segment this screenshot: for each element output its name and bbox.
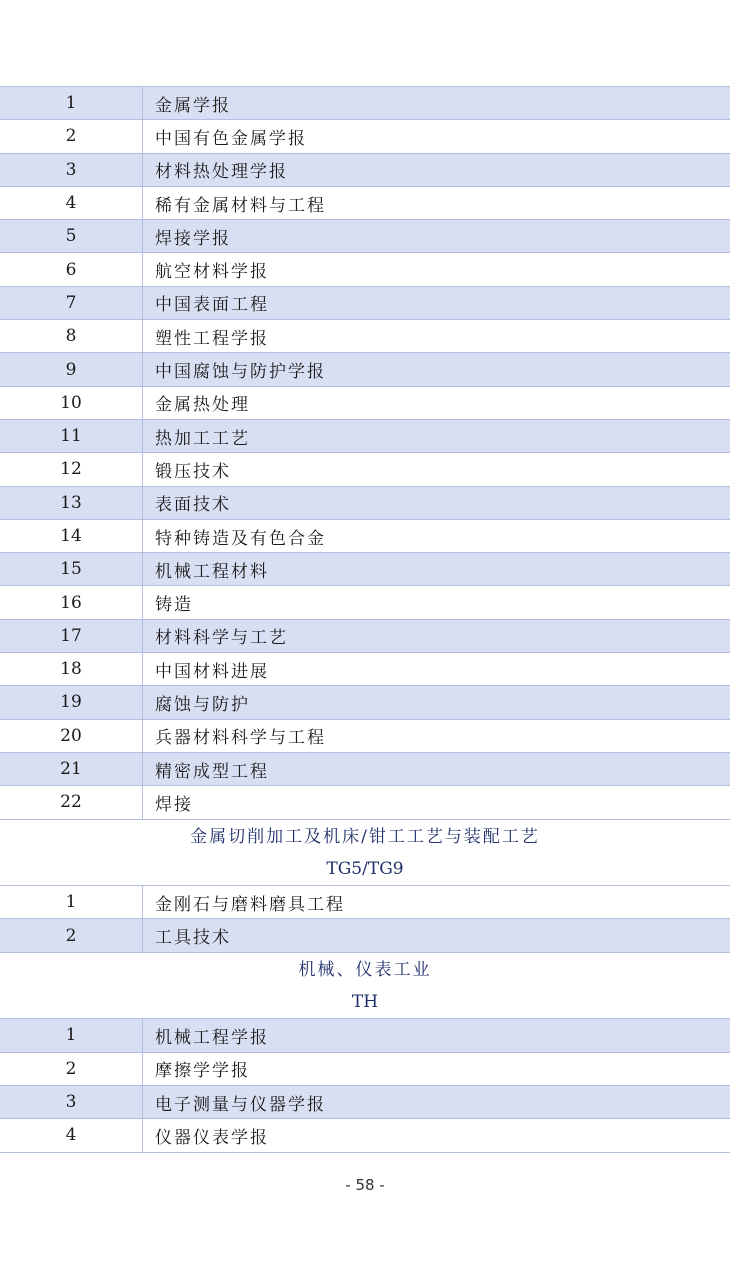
row-number: 2 — [0, 919, 143, 951]
table-row — [0, 153, 730, 186]
row-number: 1 — [0, 886, 143, 918]
table-group-tg — [0, 86, 730, 819]
journal-name: 仪器仪表学报 — [155, 1127, 269, 1148]
row-number: 3 — [0, 1086, 143, 1118]
row-number: 9 — [0, 353, 143, 385]
table-row — [0, 885, 730, 918]
table-row — [0, 86, 730, 119]
row-number: 12 — [0, 453, 143, 485]
journal-name: 摩擦学学报 — [155, 1061, 250, 1082]
journal-name: 工具技术 — [155, 928, 231, 949]
table-row — [0, 918, 730, 951]
journal-name: 兵器材料科学与工程 — [155, 728, 326, 749]
section-title: 金属切削加工及机床/钳工工艺与装配工艺 — [190, 826, 540, 847]
row-number: 4 — [0, 1119, 143, 1151]
row-number: 21 — [0, 753, 143, 785]
table-row — [0, 386, 730, 419]
table-row — [0, 1018, 730, 1051]
journal-name: 电子测量与仪器学报 — [155, 1094, 326, 1115]
table-row — [0, 1118, 730, 1151]
table-row — [0, 286, 730, 319]
table-row — [0, 319, 730, 352]
row-number: 8 — [0, 320, 143, 352]
row-number: 4 — [0, 187, 143, 219]
journal-name: 锻压技术 — [155, 461, 231, 482]
journal-name: 中国材料进展 — [155, 661, 269, 682]
journal-name: 热加工工艺 — [155, 428, 250, 449]
journal-name: 航空材料学报 — [155, 262, 269, 283]
row-number: 13 — [0, 487, 143, 519]
table-row — [0, 352, 730, 385]
journal-name: 材料科学与工艺 — [155, 628, 288, 649]
journal-name: 机械工程材料 — [155, 561, 269, 582]
table-row — [0, 252, 730, 285]
journal-name: 焊接 — [155, 794, 193, 815]
journal-name: 中国腐蚀与防护学报 — [155, 362, 326, 383]
row-number: 7 — [0, 287, 143, 319]
row-number: 15 — [0, 553, 143, 585]
journal-name: 表面技术 — [155, 495, 231, 516]
journal-name: 材料热处理学报 — [155, 162, 288, 183]
row-number: 2 — [0, 1053, 143, 1085]
row-number: 14 — [0, 520, 143, 552]
table-row — [0, 585, 730, 618]
table-row — [0, 452, 730, 485]
row-number: 10 — [0, 387, 143, 419]
table-row — [0, 785, 730, 818]
row-number: 5 — [0, 220, 143, 252]
table-row — [0, 1052, 730, 1085]
journal-name: 塑性工程学报 — [155, 328, 269, 349]
row-number: 1 — [0, 1019, 143, 1051]
journal-name: 焊接学报 — [155, 228, 231, 249]
section-code: TH — [351, 992, 379, 1013]
table-bottom-border — [0, 1152, 730, 1153]
row-number: 22 — [0, 786, 143, 818]
row-number: 20 — [0, 720, 143, 752]
journal-name: 金属热处理 — [155, 395, 250, 416]
section-code: TG5/TG9 — [326, 858, 404, 879]
row-number: 1 — [0, 87, 143, 119]
journal-name: 中国表面工程 — [155, 295, 269, 316]
journal-name: 精密成型工程 — [155, 761, 269, 782]
row-number: 16 — [0, 586, 143, 618]
row-number: 11 — [0, 420, 143, 452]
table-row — [0, 419, 730, 452]
section-header-tg5-tg9 — [0, 819, 730, 886]
row-number: 6 — [0, 253, 143, 285]
table-row — [0, 519, 730, 552]
table-row — [0, 119, 730, 152]
journal-table — [0, 86, 730, 1153]
table-group-tg5 — [0, 885, 730, 952]
row-number: 2 — [0, 120, 143, 152]
table-row — [0, 619, 730, 652]
journal-name: 金刚石与磨料磨具工程 — [155, 894, 345, 915]
row-number: 3 — [0, 154, 143, 186]
table-row — [0, 219, 730, 252]
row-number: 18 — [0, 653, 143, 685]
journal-name: 特种铸造及有色合金 — [155, 528, 326, 549]
journal-name: 中国有色金属学报 — [155, 128, 307, 149]
table-group-th — [0, 1018, 730, 1151]
journal-name: 稀有金属材料与工程 — [155, 195, 326, 216]
row-number: 19 — [0, 686, 143, 718]
table-row — [0, 1085, 730, 1118]
table-row — [0, 719, 730, 752]
journal-name: 机械工程学报 — [155, 1027, 269, 1048]
table-row — [0, 552, 730, 585]
table-row — [0, 486, 730, 519]
row-number: 17 — [0, 620, 143, 652]
table-row — [0, 752, 730, 785]
section-header-th — [0, 952, 730, 1019]
table-row — [0, 652, 730, 685]
table-row — [0, 685, 730, 718]
section-title: 机械、仪表工业 — [298, 960, 432, 981]
journal-name: 铸造 — [155, 595, 193, 616]
table-row — [0, 186, 730, 219]
journal-name: 金属学报 — [155, 95, 231, 116]
page-number: - 58 - — [345, 1176, 385, 1194]
journal-name: 腐蚀与防护 — [155, 694, 250, 715]
